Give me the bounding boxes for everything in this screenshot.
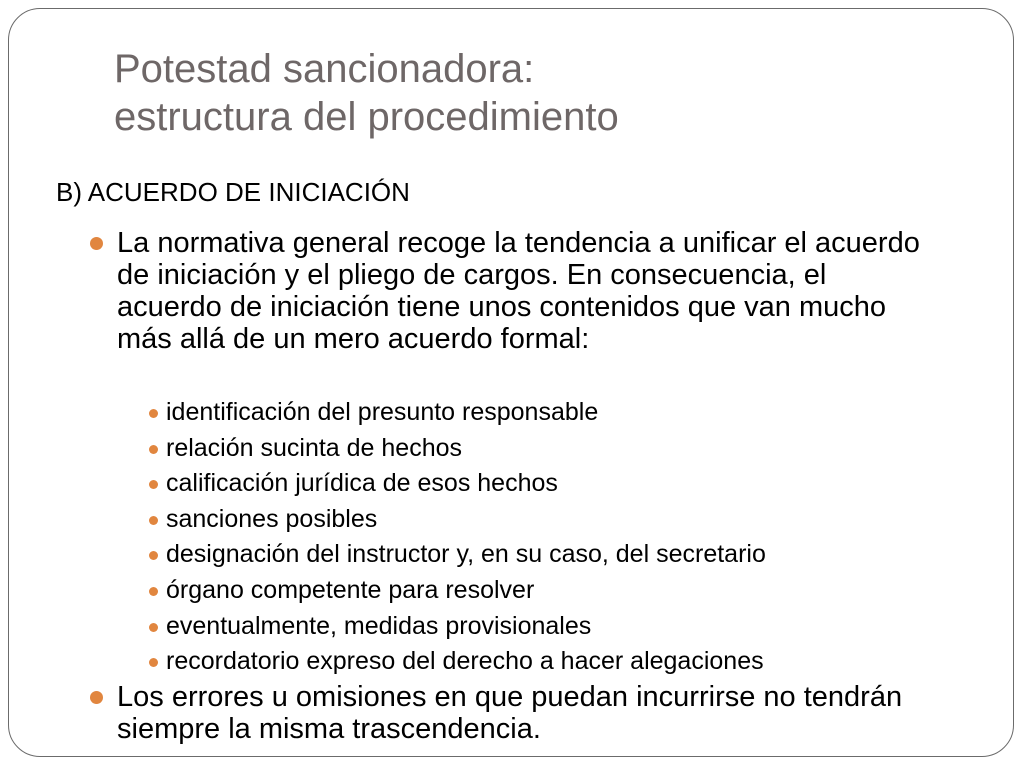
sub-bullet-item: calificación jurídica de esos hechos [166,466,766,502]
section-heading: B) ACUERDO DE INICIACIÓN [56,177,410,207]
slide-frame [8,8,1014,757]
title-line-1: Potestad sancionadora: [114,47,535,91]
bullet-dot-icon [149,587,158,596]
sub-bullet-item: identificación del presunto responsable [166,395,766,431]
sub-bullet-item: órgano competente para resolver [166,573,766,609]
slide-title [114,45,619,141]
bullet-dot-icon [90,237,103,250]
bullet-dot-icon [149,409,158,418]
sub-bullet-item: recordatorio expreso del derecho a hacer alegaciones [166,644,766,680]
bullet-dot-icon [90,691,103,704]
bullet-dot-icon [149,658,158,667]
bullet-dot-icon [149,480,158,489]
sub-bullet-item: designación del instructor y, en su caso, del secretario [166,537,766,573]
sub-bullet-item: eventualmente, medidas provisionales [166,609,766,645]
main-bullet-1-text: La normativa general recoge la tendencia a unificar el acuerdo de iniciación y el pliego de cargos. En consecuencia, el acuerdo de iniciación tiene unos contenidos que van mucho más allá de un mero acuerdo formal: [117,227,920,355]
sub-bullet-list [166,395,766,680]
bullet-dot-icon [149,623,158,632]
sub-bullet-item: relación sucinta de hechos [166,431,766,467]
main-bullet-2-text: Los errores u omisiones en que puedan incurrirse no tendrán siempre la misma trascendencia. [117,681,903,745]
main-bullet-1 [117,227,937,355]
bullet-dot-icon [149,445,158,454]
main-bullet-2 [117,681,937,745]
bullet-dot-icon [149,551,158,560]
bullet-dot-icon [149,516,158,525]
title-line-2: estructura del procedimiento [114,95,619,139]
sub-bullet-item: sanciones posibles [166,502,766,538]
